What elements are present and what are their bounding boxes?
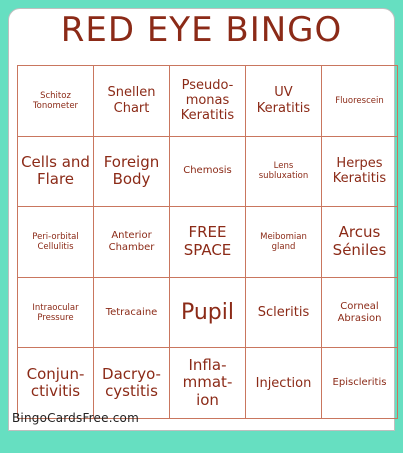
- card-title: RED EYE BINGO: [60, 10, 343, 50]
- bingo-grid: [17, 65, 398, 419]
- bingo-cell[interactable]: Pseudo-monas Keratitis: [170, 66, 246, 137]
- bingo-cell[interactable]: Anterior Chamber: [94, 207, 170, 278]
- bingo-cell[interactable]: Injection: [246, 348, 322, 419]
- bingo-card: [8, 8, 395, 431]
- bingo-cell[interactable]: Arcus Séniles: [322, 207, 398, 278]
- bingo-cell[interactable]: Lens subluxation: [246, 137, 322, 208]
- bingo-cell[interactable]: Tetracaine: [94, 278, 170, 349]
- bingo-cell[interactable]: Corneal Abrasion: [322, 278, 398, 349]
- bingo-cell[interactable]: Herpes Keratitis: [322, 137, 398, 208]
- bingo-cell[interactable]: Chemosis: [170, 137, 246, 208]
- bingo-cell[interactable]: Cells and Flare: [18, 137, 94, 208]
- bingo-cell[interactable]: UV Keratitis: [246, 66, 322, 137]
- bingo-cell[interactable]: Conjun-ctivitis: [18, 348, 94, 419]
- bingo-cell[interactable]: Dacryo-cystitis: [94, 348, 170, 419]
- bingo-cell[interactable]: Peri-orbital Cellulitis: [18, 207, 94, 278]
- bingo-cell[interactable]: Intraocular Pressure: [18, 278, 94, 349]
- bingo-cell[interactable]: Scleritis: [246, 278, 322, 349]
- free-space-cell[interactable]: FREE SPACE: [170, 207, 246, 278]
- bingo-cell[interactable]: Fluorescein: [322, 66, 398, 137]
- bingo-cell[interactable]: Schitoz Tonometer: [18, 66, 94, 137]
- bingo-cell[interactable]: Infla-mmat-ion: [170, 348, 246, 419]
- bingo-cell[interactable]: Meibomian gland: [246, 207, 322, 278]
- site-credit: BingoCardsFree.com: [12, 411, 139, 425]
- bingo-cell[interactable]: Pupil: [170, 278, 246, 349]
- bingo-cell[interactable]: Snellen Chart: [94, 66, 170, 137]
- bingo-cell[interactable]: Foreign Body: [94, 137, 170, 208]
- bingo-cell[interactable]: Episcleritis: [322, 348, 398, 419]
